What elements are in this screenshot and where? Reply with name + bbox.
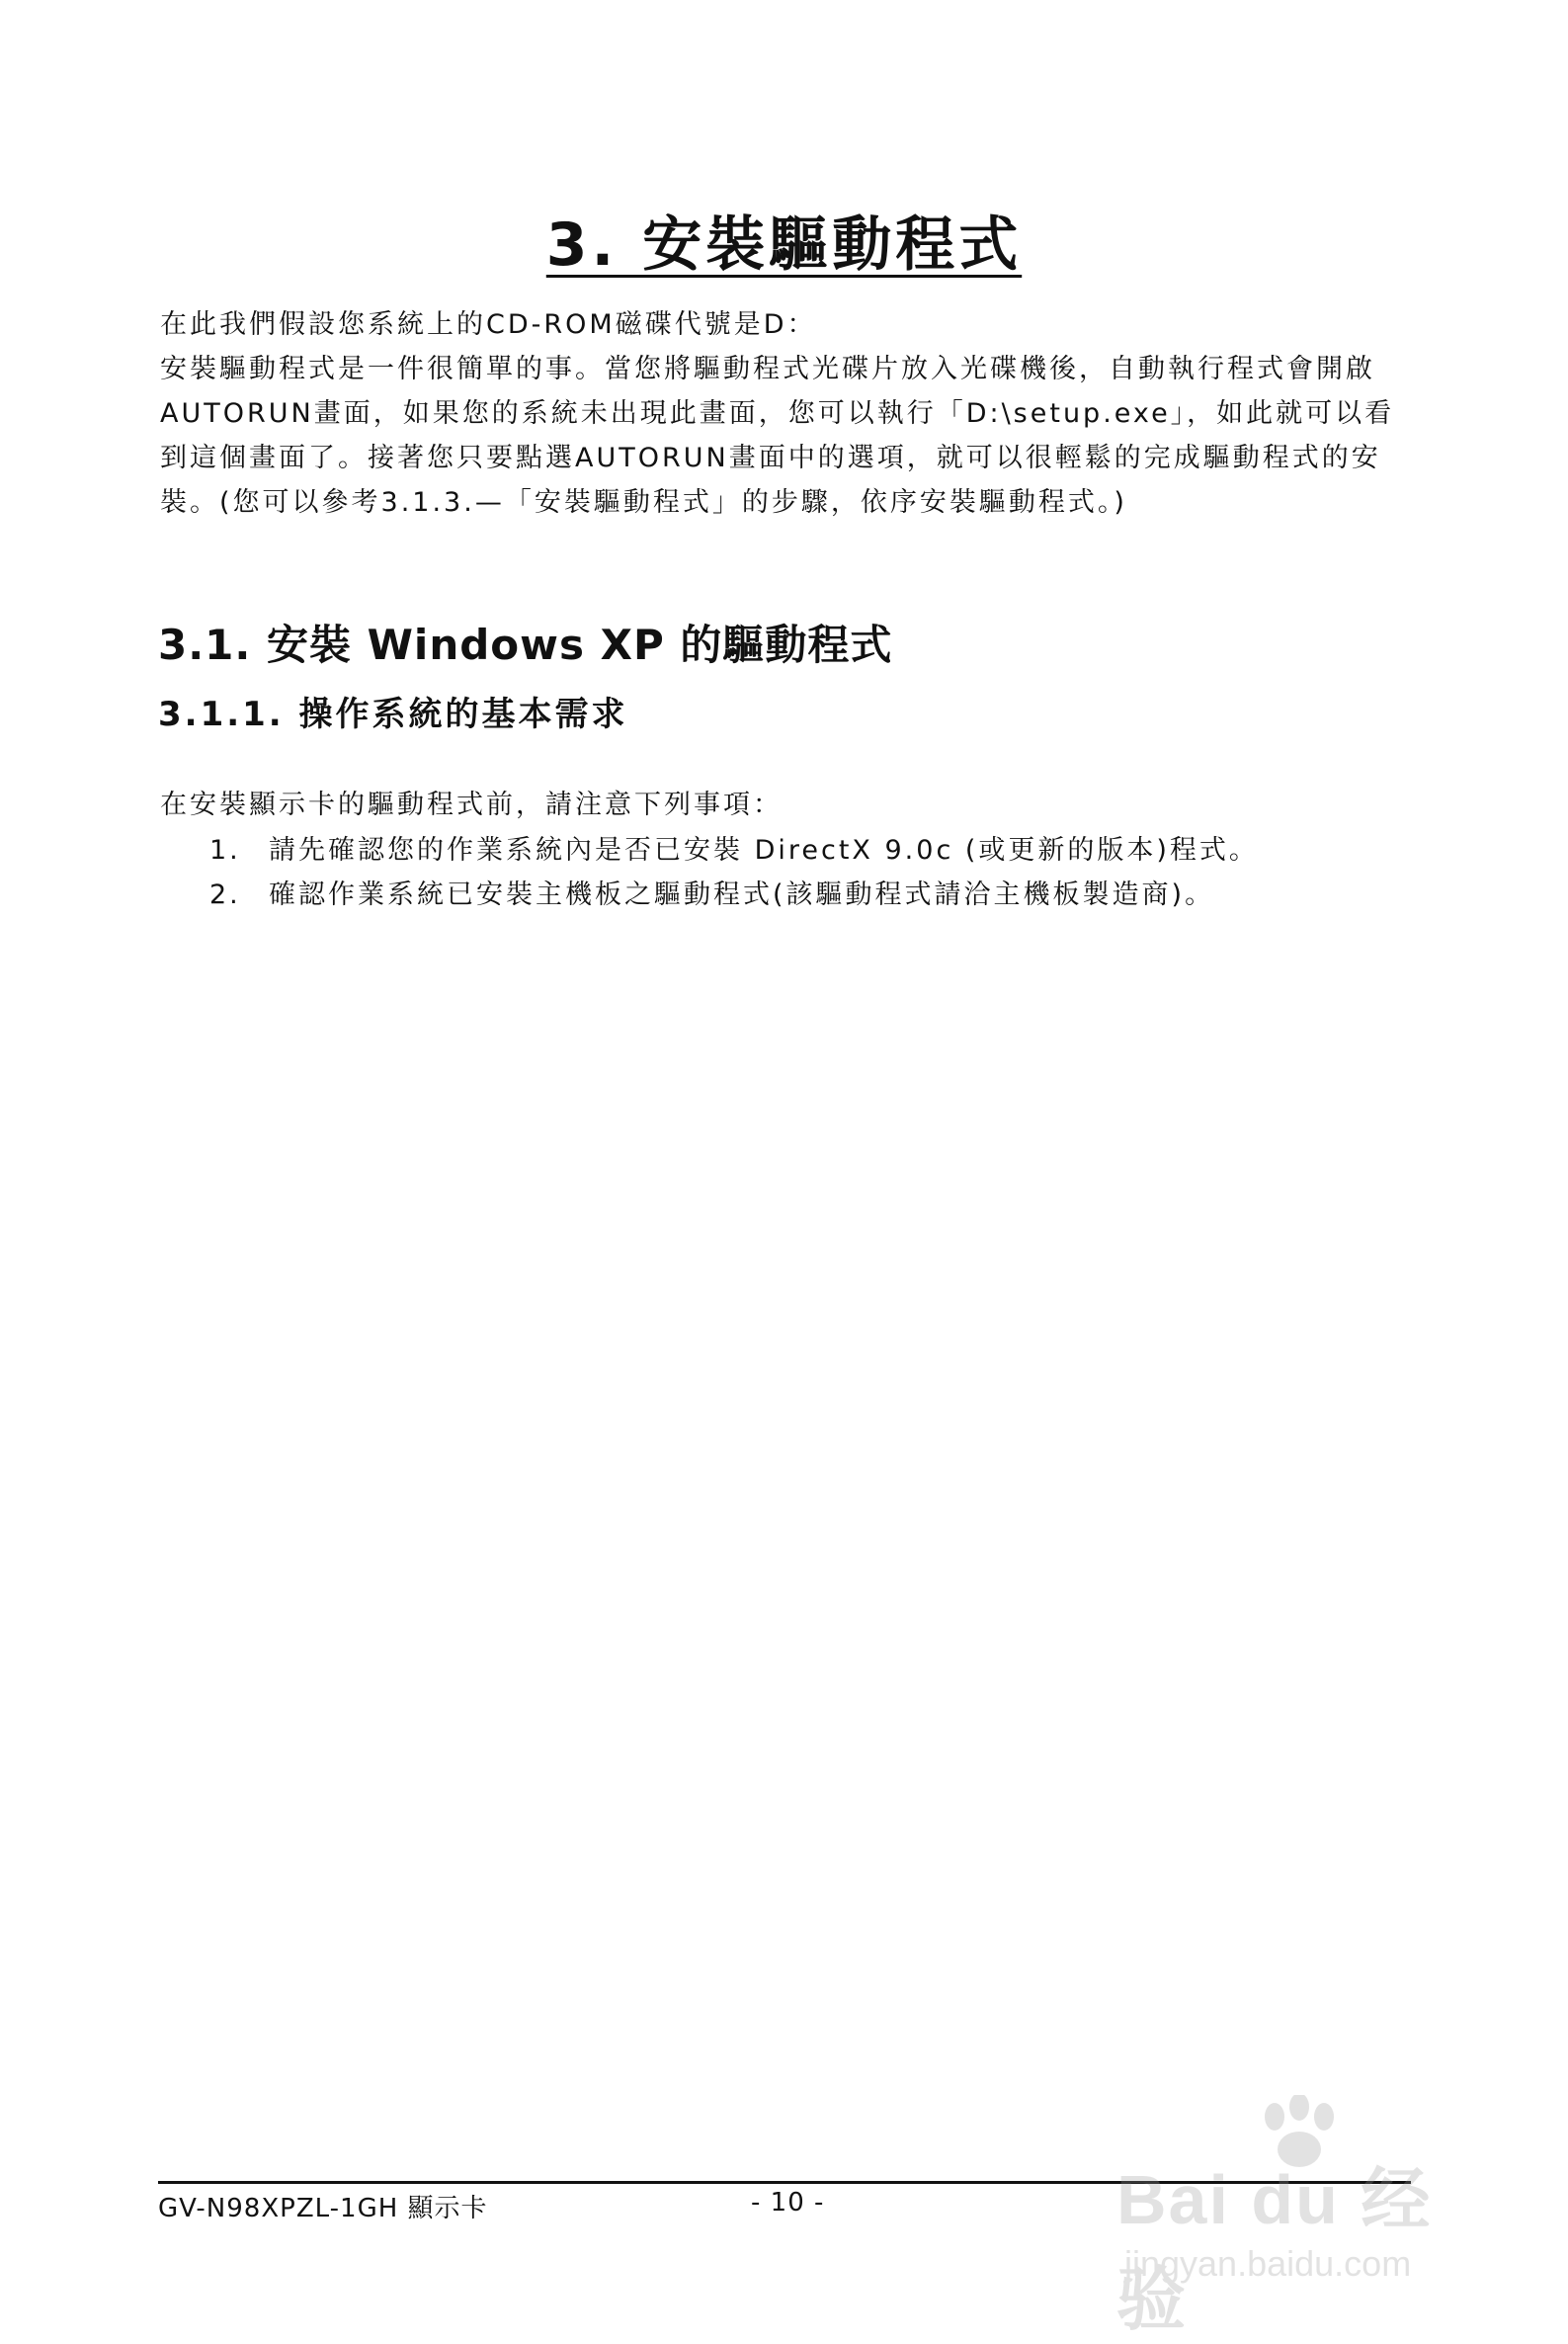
footer-product: GV-N98XPZL-1GH 顯示卡 — [158, 2194, 488, 2223]
chapter-title: 3. 安裝驅動程式 — [545, 210, 1023, 281]
list-item — [209, 828, 1425, 873]
intro-line: 在此我們假設您系統上的CD-ROM磁碟代號是D： — [160, 309, 817, 340]
section-title: 3.1. 安裝 Windows XP 的驅動程式 — [158, 621, 893, 669]
list-item — [209, 873, 1425, 917]
baidu-watermark — [1116, 2095, 1472, 2338]
notes-intro: 在安裝顯示卡的驅動程式前，請注意下列事項： — [160, 790, 783, 820]
subsection-title: 3.1.1. 操作系統的基本需求 — [158, 695, 628, 734]
watermark-brand: Bai du 经验 — [1116, 2161, 1433, 2338]
list-item-number: 2. — [209, 879, 241, 910]
watermark-url: jingyan.baidu.com — [1124, 2243, 1412, 2284]
notes-list — [209, 828, 1425, 917]
intro-paragraph: 安裝驅動程式是一件很簡單的事。當您將驅動程式光碟片放入光碟機後，自動執行程式會開啟AUTORUN畫面，如果您的系統未出現此畫面，您可以執行「D:\setup.exe」，如此就可以看到這個畫面了。接著您只要點選AUTORUN畫面中的選項，就可以很輕鬆的完成驅動程式的安裝。(您可以參考3.1.3.—「安裝驅動程式」的步驟，依序安裝驅動程式。) — [160, 354, 1395, 518]
list-item-text: 請先確認您的作業系統內是否已安裝 DirectX 9.0c (或更新的版本)程式。 — [269, 835, 1259, 866]
list-item-number: 1. — [209, 835, 241, 866]
page-number: - 10 - — [751, 2188, 825, 2218]
list-item-text: 確認作業系統已安裝主機板之驅動程式(該驅動程式請洽主機板製造商)。 — [269, 879, 1215, 910]
